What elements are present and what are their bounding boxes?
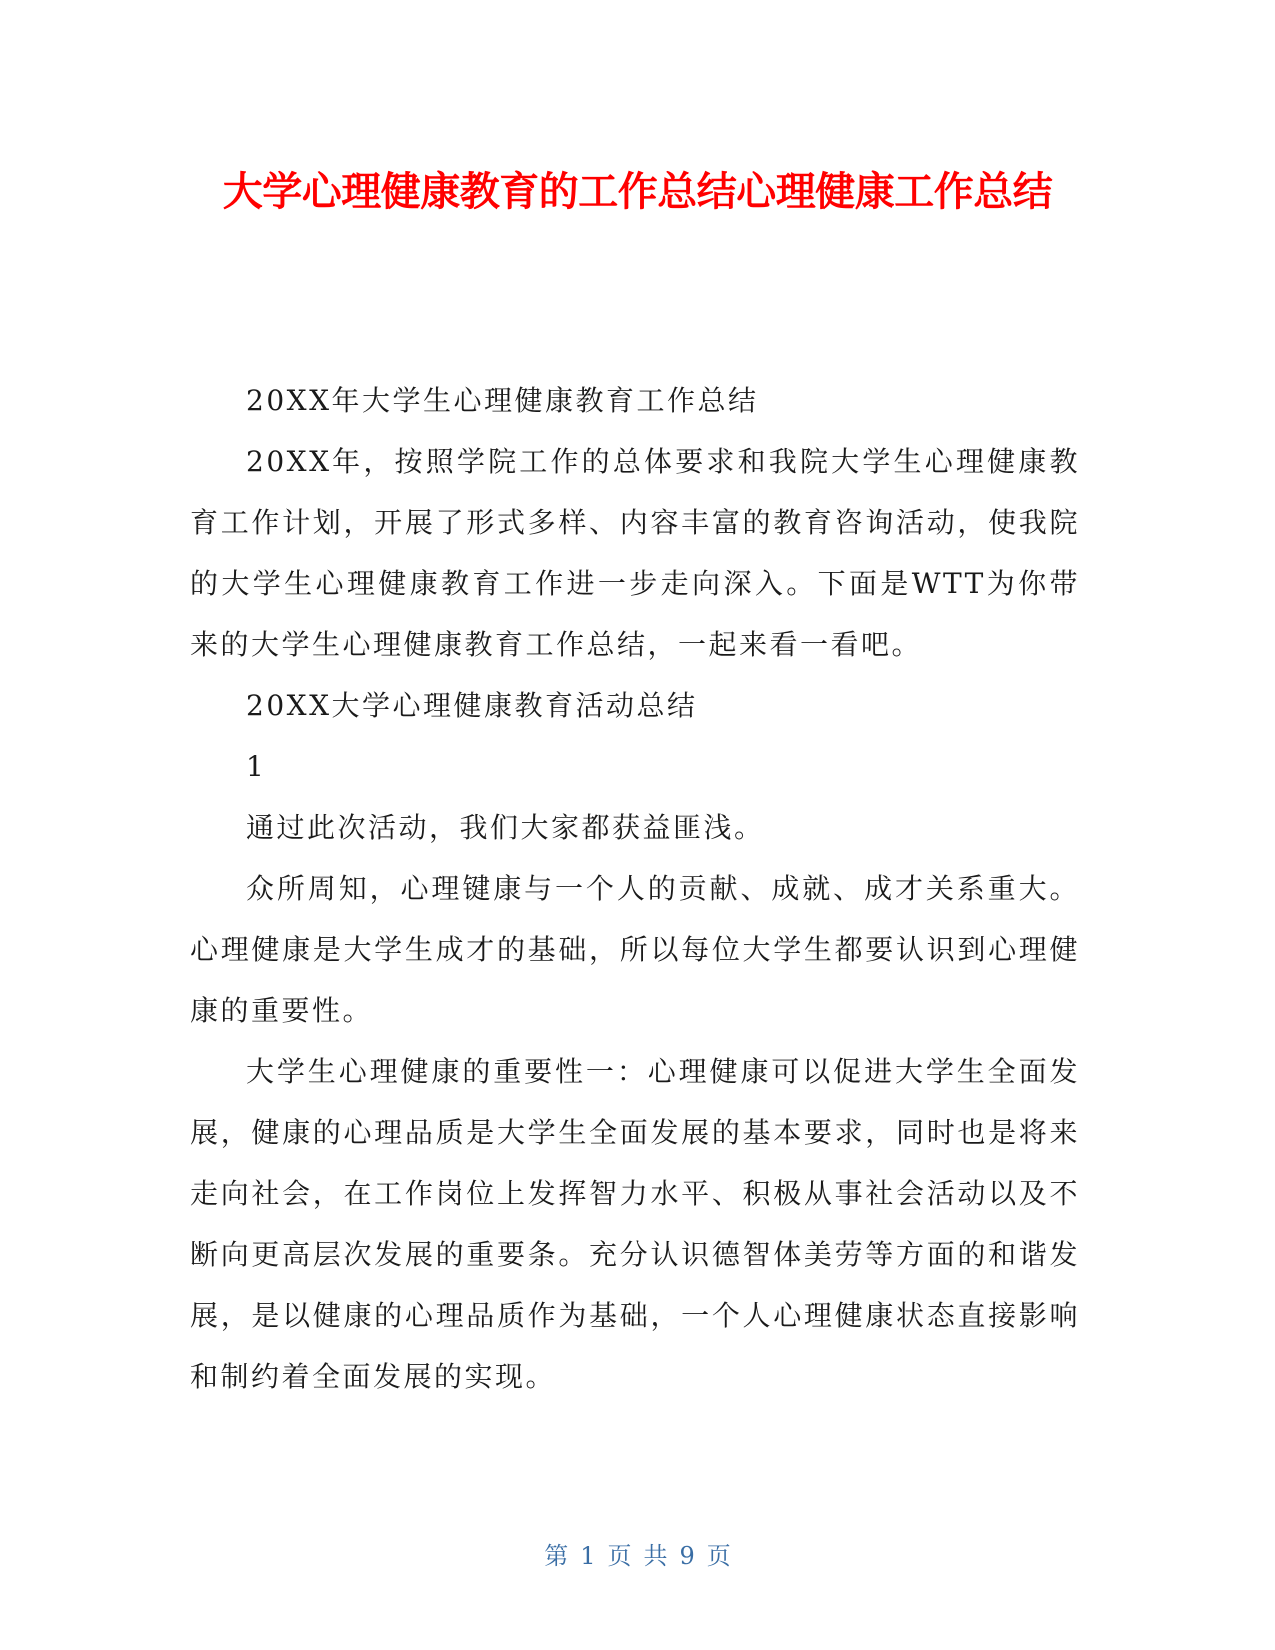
footer-current-page: 1 (580, 1542, 596, 1570)
footer-total-pages: 9 (679, 1542, 695, 1570)
footer-suffix: 页 (706, 1542, 731, 1570)
paragraph-number: 1 (246, 750, 267, 783)
document-body (190, 370, 1080, 1407)
paragraph-intro: 20XX年，按照学院工作的总体要求和我院大学生心理健康教育工作计划，开展了形式多样、内容丰富的教育咨询活动，使我院的大学生心理健康教育工作进一步走向深入。下面是WTT为你带来的大学生心理健康教育工作总结，一起来看一看吧。 (190, 445, 1080, 661)
page-footer (0, 1540, 1275, 1572)
paragraph-importance: 众所周知，心理键康与一个人的贡献、成就、成才关系重大。心理健康是大学生成才的基础，所以每位大学生都要认识到心理健康的重要性。 (190, 872, 1080, 1027)
paragraph-importance-one: 大学生心理健康的重要性一：心理健康可以促进大学生全面发展，健康的心理品质是大学生全面发展的基本要求，同时也是将来走向社会，在工作岗位上发挥智力水平、积极从事社会活动以及不断向更高层次发展的重要条。充分认识德智体美劳等方面的和谐发展，是以健康的心理品质作为基础，一个人心理健康状态直接影响和制约着全面发展的实现。 (190, 1055, 1080, 1393)
footer-prefix: 第 (544, 1542, 569, 1570)
paragraph-heading-2: 20XX大学心理健康教育活动总结 (246, 689, 698, 722)
paragraph-heading-1: 20XX年大学生心理健康教育工作总结 (246, 384, 759, 417)
document-title: 大学心理健康教育的工作总结心理健康工作总结 (222, 169, 1053, 215)
footer-page-label: 页 (607, 1542, 632, 1570)
paragraph-benefit: 通过此次活动，我们大家都获益匪浅。 (246, 811, 765, 844)
footer-total-label: 共 (643, 1542, 668, 1570)
